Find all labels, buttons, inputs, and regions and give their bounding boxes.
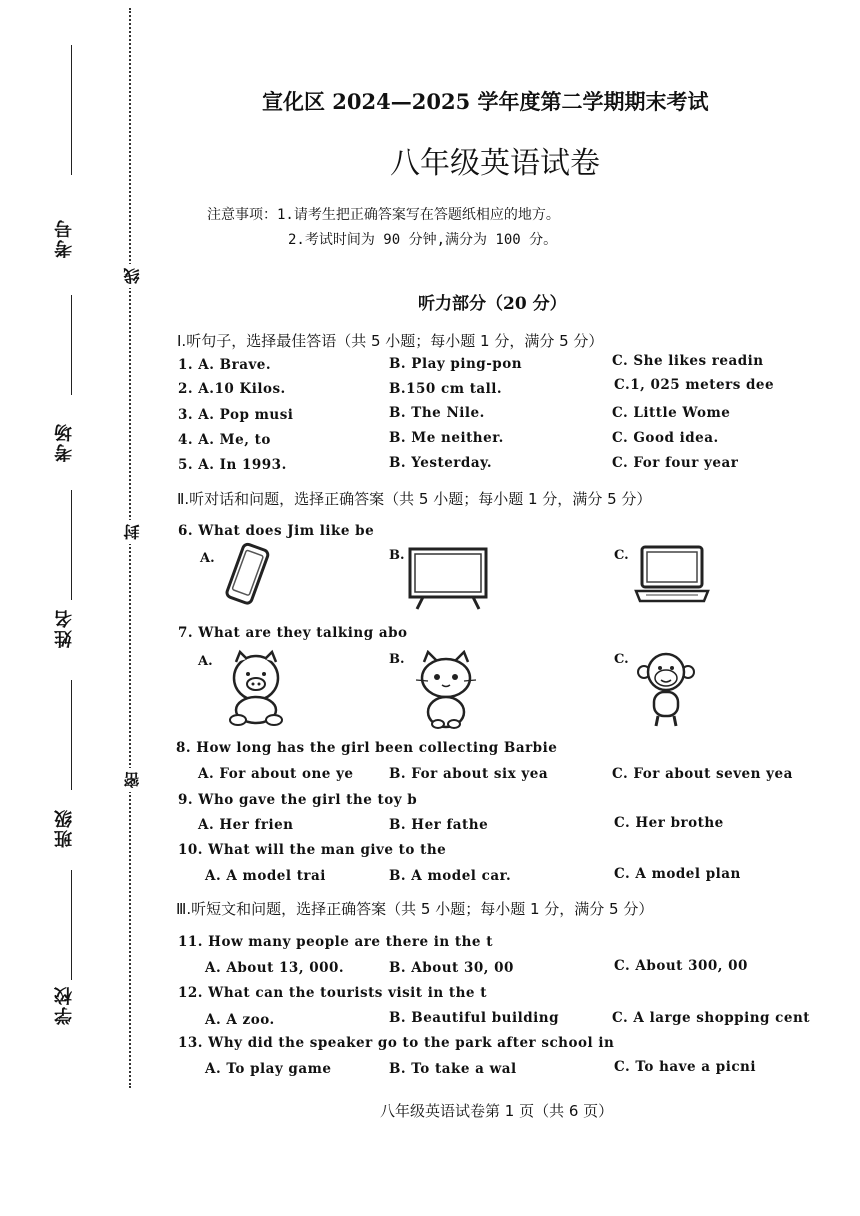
q1-option-b[interactable]: B. Play ping-pon [389,356,523,372]
q7-option-a-label[interactable]: A. [198,654,213,669]
question-12: 12. What can the tourists visit in the t [178,985,487,1001]
q6-option-b-label[interactable]: B. [389,548,405,563]
q9-option-c[interactable]: C. Her brothe [614,815,724,831]
notice-line-1: 注意事项：1.请考生把正确答案写在答题纸相应的地方。 [207,207,560,223]
monkey-toy-icon[interactable] [636,650,696,730]
notice-line-2: 2.考试时间为 90 分钟,满分为 100 分。 [288,232,558,248]
question-11: 11. How many people are there in the t [178,934,493,950]
banji-label: 班级 [54,808,75,848]
q2-option-b[interactable]: B.150 cm tall. [389,381,503,397]
kaochang-line [71,295,72,395]
xuexiao-label: 学校 [54,985,75,1025]
q6-option-a-label[interactable]: A. [200,551,215,566]
q12-option-c[interactable]: C. A large shopping cent [612,1010,811,1026]
part2-header: Ⅱ.听对话和问题，选择正确答案（共 5 小题；每小题 1 分，满分 5 分） [177,490,652,508]
q3-option-c[interactable]: C. Little Wome [612,405,731,421]
part1-header: Ⅰ.听句子，选择最佳答语（共 5 小题；每小题 1 分，满分 5 分） [177,332,604,350]
exam-title: 宣化区 2024—2025 学年度第二学期期末考试 [262,89,709,114]
q4-option-c[interactable]: C. Good idea. [612,430,719,446]
q13-option-a[interactable]: A. To play game [205,1061,332,1077]
q12-option-a[interactable]: A. A zoo. [205,1012,275,1028]
xingming-line [71,490,72,600]
part3-header: Ⅲ.听短文和问题，选择正确答案（共 5 小题；每小题 1 分，满分 5 分） [176,900,654,918]
q10-option-b[interactable]: B. A model car. [389,868,512,884]
question-13: 13. Why did the speaker go to the park after school in [178,1035,615,1051]
xingming-label: 姓名 [54,608,75,648]
q9-option-b[interactable]: B. Her fathe [389,817,489,833]
q2-option-a[interactable]: 2. A.10 Kilos. [178,381,286,397]
television-icon[interactable] [405,545,490,615]
banji-line [71,680,72,790]
seal-mi: 密 [121,768,144,792]
q4-option-b[interactable]: B. Me neither. [389,430,504,446]
seal-feng: 封 [121,520,144,544]
q3-option-a[interactable]: 3. A. Pop musi [178,407,294,423]
q12-option-b[interactable]: B. Beautiful building [389,1010,560,1026]
page-footer: 八年级英语试卷第 1 页（共 6 页） [380,1102,614,1120]
q4-option-a[interactable]: 4. A. Me, to [178,432,271,448]
question-6: 6. What does Jim like be [178,523,375,539]
q9-option-a[interactable]: A. Her frien [198,817,294,833]
q6-option-c-label[interactable]: C. [614,548,629,563]
seal-xian: 线 [121,264,144,288]
q10-option-c[interactable]: C. A model plan [614,866,741,882]
laptop-icon[interactable] [632,543,712,608]
kaohao-line [71,45,72,175]
q1-option-c[interactable]: C. She likes readin [612,353,764,369]
q8-option-c[interactable]: C. For about seven yea [612,766,793,782]
xuexiao-line [71,870,72,980]
q7-option-b-label[interactable]: B. [389,652,405,667]
q11-option-c[interactable]: C. About 300, 00 [614,958,748,974]
question-8: 8. How long has the girl been collecting Barbie [176,740,558,756]
q1-option-a[interactable]: 1. A. Brave. [178,357,272,373]
q11-option-b[interactable]: B. About 30, 00 [389,960,514,976]
listening-section-title: 听力部分（20 分） [418,294,567,314]
q13-option-b[interactable]: B. To take a wal [389,1061,517,1077]
q3-option-b[interactable]: B. The Nile. [389,405,485,421]
question-9: 9. Who gave the girl the toy b [178,792,418,808]
q13-option-c[interactable]: C. To have a picni [614,1059,756,1075]
smartphone-icon[interactable] [218,540,278,610]
exam-subtitle: 八年级英语试卷 [390,146,600,181]
q2-option-c[interactable]: C.1, 025 meters dee [614,377,775,393]
binding-dotted-line [129,8,131,1088]
q8-option-a[interactable]: A. For about one ye [198,766,354,782]
kaohao-label: 考号 [54,218,75,258]
q8-option-b[interactable]: B. For about six yea [389,766,549,782]
question-10: 10. What will the man give to the [178,842,447,858]
q7-option-c-label[interactable]: C. [614,652,629,667]
q5-option-a[interactable]: 5. A. In 1993. [178,457,287,473]
question-7: 7. What are they talking abo [178,625,408,641]
q5-option-b[interactable]: B. Yesterday. [389,455,493,471]
kaochang-label: 考场 [54,422,75,462]
cat-toy-icon[interactable] [410,650,482,730]
pig-toy-icon[interactable] [220,648,292,728]
q10-option-a[interactable]: A. A model trai [205,868,326,884]
q5-option-c[interactable]: C. For four year [612,455,739,471]
q11-option-a[interactable]: A. About 13, 000. [205,960,345,976]
